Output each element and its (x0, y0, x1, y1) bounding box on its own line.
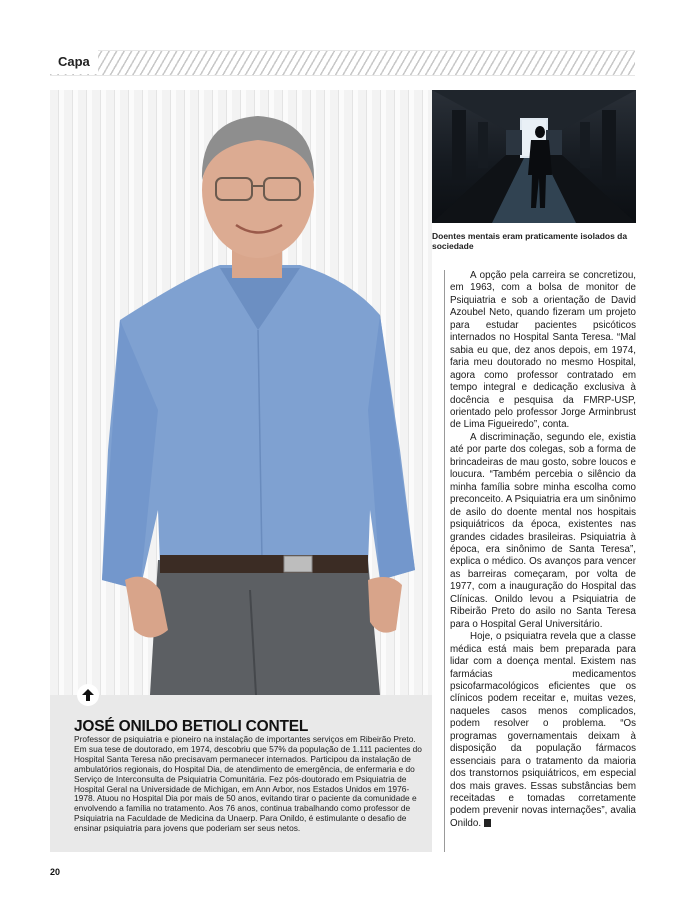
arrow-up-icon (82, 689, 94, 701)
arrow-up-badge (77, 684, 99, 706)
main-portrait-photo (50, 90, 432, 695)
page-number: 20 (50, 867, 61, 877)
corridor-photo-caption: Doentes mentais eram praticamente isolados da sociedade (432, 231, 628, 251)
corridor-photo (432, 90, 636, 223)
end-of-article-mark (484, 819, 491, 827)
section-label: Capa (50, 50, 98, 74)
bio-name: JOSÉ ONILDO BETIOLI CONTEL (74, 718, 309, 735)
corridor-illustration (432, 90, 636, 223)
bio-text: Professor de psiquiatria e pioneiro na instalação de importantes serviços em Ribeirão Preto. Em sua tese de doutorado, em 1974, descobriu que 57% da população de 1.111 pacientes do Hospital Santa Teresa não precisavam permanecer internados. Participou da instalação de ambulatórios regionais, do Hospital Dia, de atendimento de emergência, de enfermaria e do Serviço de Interconsulta de Psiquiatria Comunitária. Fez pós-doutorado em Psiquiatria de Hospital Geral na Universidade de Michigan, em Ann Arbor, nos Estados Unidos em 1976-1978. Atuou no Hospital Dia por mais de 50 anos, evitando tirar o paciente da comunidade e envolvendo a família no tratamento. Aos 76 anos, continua trabalhando como professor de Psiquiatria na Faculdade de Medicina da Unaerp. Para Onildo, é estimulante o desafio de ensinar psiquiatria para jovens que poderiam ser seus netos. (74, 734, 422, 834)
portrait-illustration (50, 90, 432, 695)
article-paragraph-3-text: Hoje, o psiquiatra revela que a classe médica está mais bem preparada para lidar com a doença mental. Existem nas farmácias medicamentos psicofarmacológicos eficientes que os clínicos podem receitar e, muitas vezes, naqueles casos menos complicados, podem resolver o problema. “Os programas governamentais deixam à disposição da população fármacos essenciais para o tratamento da maioria dos transtornos psiquiátricos, em especial dos mais graves. Essas substâncias bem receitadas e tomadas corretamente podem prevenir novas internações”, avalia Onildo. (450, 631, 636, 829)
article-paragraph-2: A discriminação, segundo ele, existia até por parte dos colegas, sob a forma de brincadeiras de mau gosto, sobre loucos e loucura. “Também percebia o silêncio da minha família sobre minha escolha como preconceito. A Psiquiatria era um sinônimo de asilo do doente mental nos hospitais psiquiátricos da época, existentes nas grandes cidades brasileiras. Psiquiatria à época, era sinônimo de Santa Teresa”, explica o médico. Os avanços para vencer as barreiras começaram, por volta de 1977, com a inauguração do Hospital das Clínicas. Onildo levou a Psiquiatria de Ribeirão Preto do asilo no Santa Teresa para o Hospital Geral Universitário. (450, 431, 636, 630)
article-body (450, 270, 636, 830)
article-paragraph-1: A opção pela carreira se concretizou, em 1963, com a bolsa de monitor de Psiquiatria e sob a orientação de David Azoubel Neto, quando fizeram um projeto para estudar pacientes psicóticos internados no Hospital Santa Teresa. “Mal sabia eu que, dez anos depois, em 1974, faria meu doutorado no mesmo Hospital, agora como professor contratado em tempo integral e dedicação exclusiva à docência e pesquisa da FMRP-USP, orientado pelo professor Jorge Arminbrust de Lima Figueiredo”, conta. (450, 270, 636, 431)
section-header-bar (50, 50, 635, 76)
article-paragraph-3 (450, 631, 636, 830)
column-divider (444, 270, 445, 852)
